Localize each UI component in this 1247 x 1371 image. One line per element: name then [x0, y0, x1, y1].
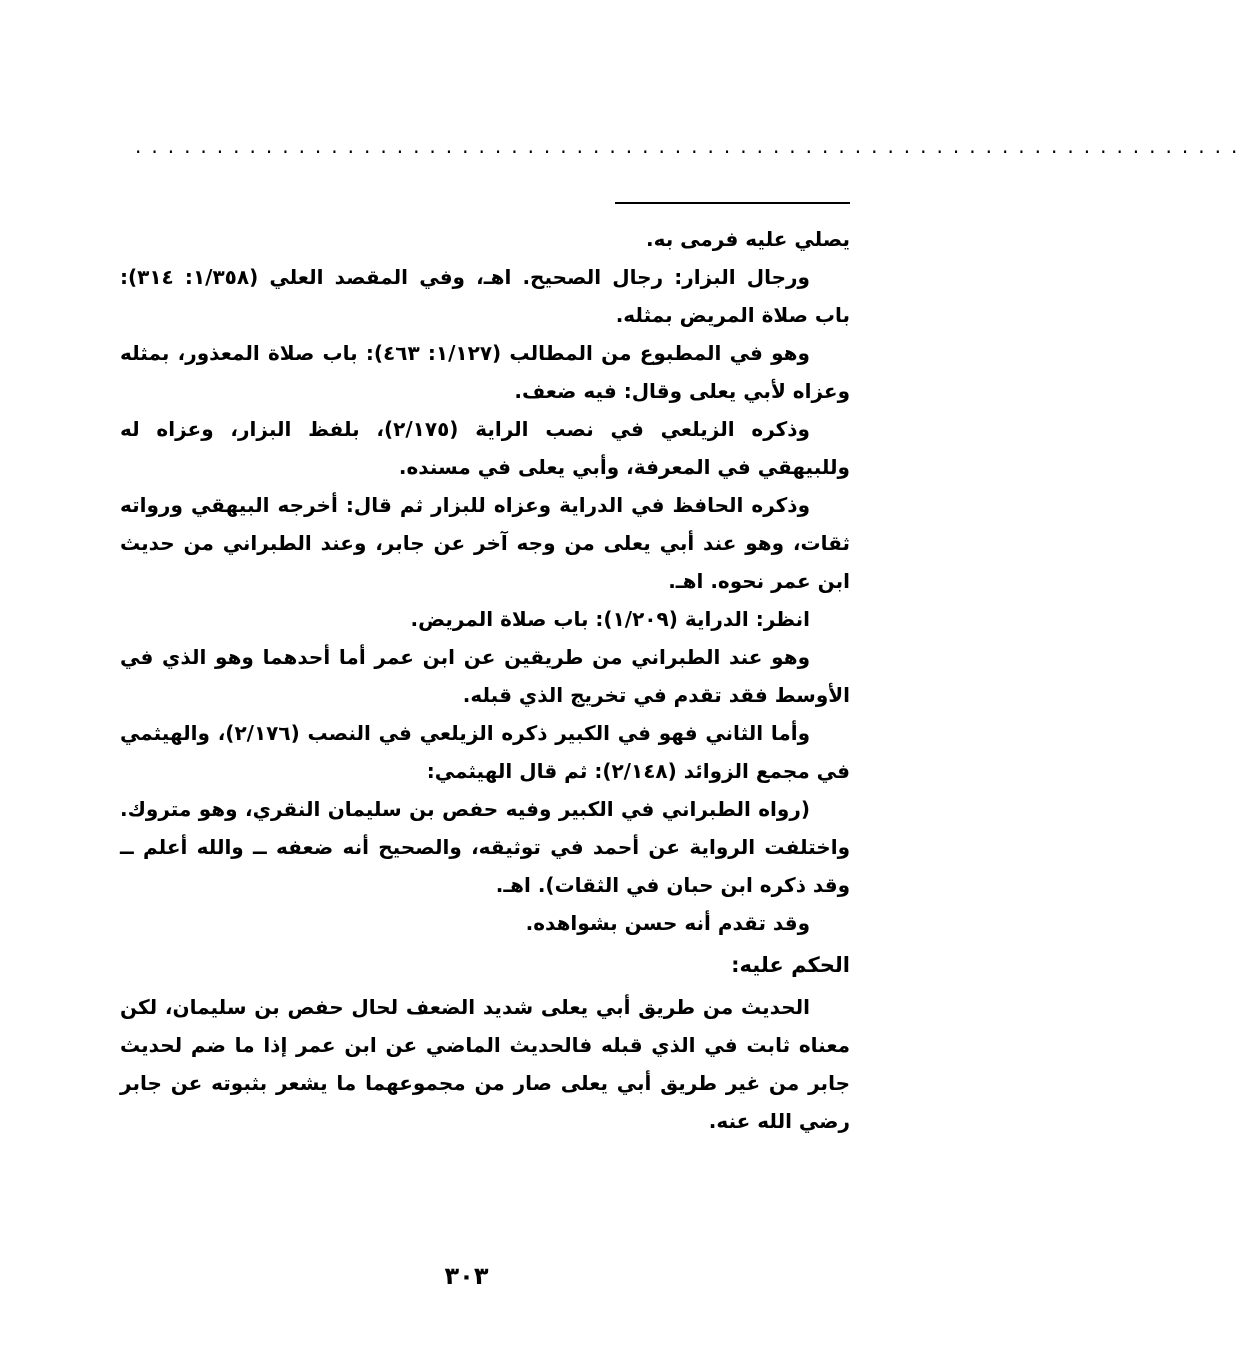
paragraph-7: وهو عند الطبراني من طريقين عن ابن عمر أما أحدهما وهو الذي في الأوسط فقد تقدم في تخريج الذي قبله.	[120, 645, 850, 707]
ruling-heading: الحكم عليه:	[731, 953, 850, 977]
paragraph-10: وقد تقدم أنه حسن بشواهده.	[525, 911, 810, 935]
ruling-paragraph: الحديث من طريق أبي يعلى شديد الضعف لحال حفص بن سليمان، لكن معناه ثابت في الذي قبله فالحديث الماضي عن ابن عمر إذا ما ضم لحديث جابر من غير طريق أبي يعلى صار من مجموعهما ما يشعر بثبوته عن جابر رضي الله عنه.	[120, 995, 850, 1133]
footnote-rule	[615, 202, 850, 204]
paragraph-9: (رواه الطبراني في الكبير وفيه حفص بن سليمان النقري، وهو متروك. واختلفت الرواية عن أحمد في توثيقه، والصحيح أنه ضعفه ــ والله أعلم ــ وقد ذكره ابن حبان في الثقات). اهـ.	[120, 797, 850, 897]
paragraph-8: وأما الثاني فهو في الكبير ذكره الزيلعي في النصب (٢/١٧٦)، والهيثمي في مجمع الزوائد (٢/١٤٨): ثم قال الهيثمي:	[120, 721, 850, 783]
paragraph-4: وذكره الزيلعي في نصب الراية (٢/١٧٥)، بلفظ البزار، وعزاه له وللبيهقي في المعرفة، وأبي يعلى في مسنده.	[120, 417, 850, 479]
page-number: ٣٠٣	[444, 1262, 489, 1290]
paragraph-1: يصلي عليه فرمى به.	[645, 227, 850, 251]
paragraph-3: وهو في المطبوع من المطالب (١/١٢٧: ٤٦٣): باب صلاة المعذور، بمثله وعزاه لأبي يعلى وقال: فيه ضعف.	[120, 341, 850, 403]
paragraph-6: انظر: الدراية (١/٢٠٩): باب صلاة المريض.	[410, 607, 810, 631]
paragraph-5: وذكره الحافظ في الدراية وعزاه للبزار ثم قال: أخرجه البيهقي ورواته ثقات، وهو عند أبي يعلى من وجه آخر عن جابر، وعند الطبراني من حديث ابن عمر نحوه. اهـ.	[120, 493, 850, 593]
paragraph-2: ورجال البزار: رجال الصحيح. اهـ، وفي المقصد العلي (١/٣٥٨: ٣١٤): باب صلاة المريض بمثله.	[120, 265, 850, 327]
footnote-text	[120, 220, 850, 1140]
dotted-separator: ....................................................................	[135, 134, 1247, 158]
